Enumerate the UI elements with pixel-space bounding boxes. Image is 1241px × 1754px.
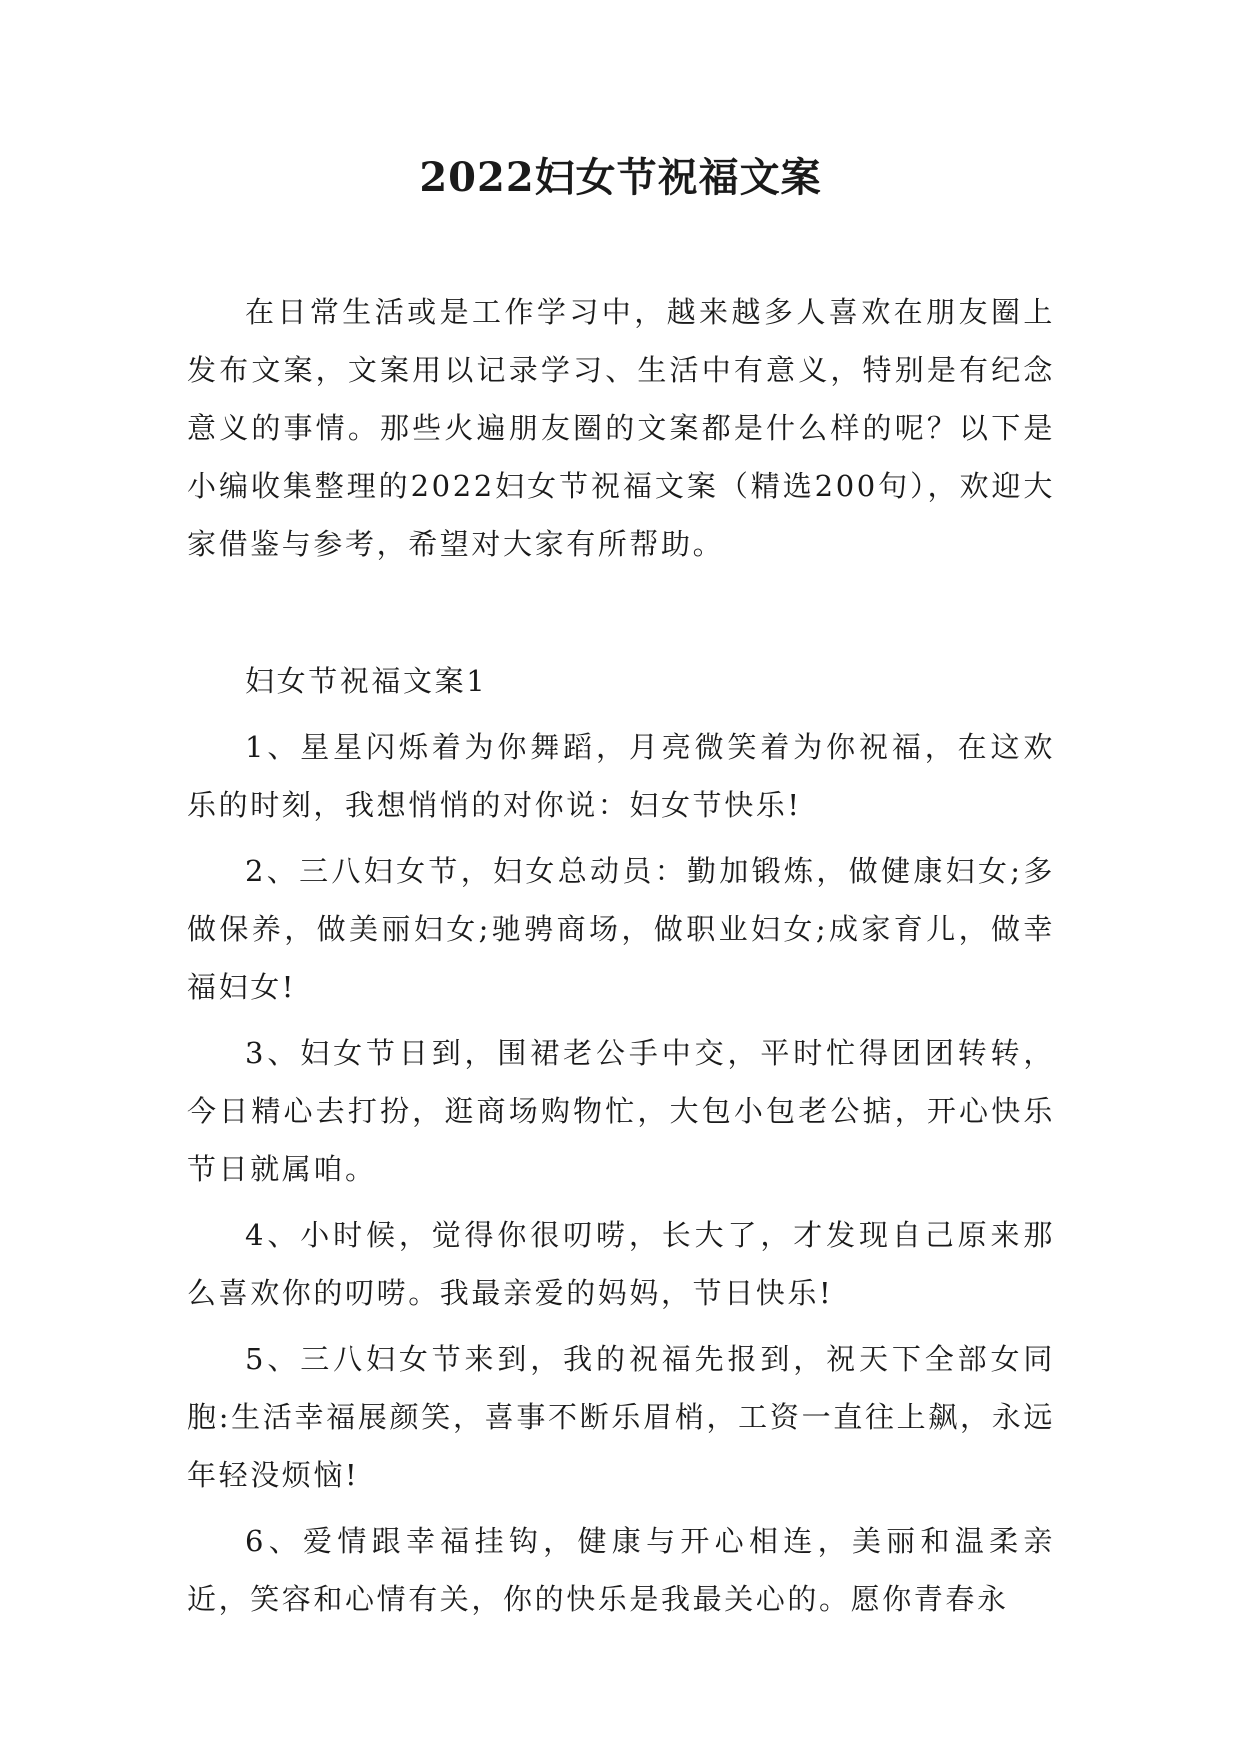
document-title: 2022妇女节祝福文案	[419, 154, 822, 201]
list-item: 2、三八妇女节，妇女总动员：勤加锻炼，做健康妇女;多做保养，做美丽妇女;驰骋商场，做职业妇女;成家育儿，做幸福妇女!	[187, 854, 1055, 1004]
document-body	[187, 283, 1055, 1628]
list-item: 5、三八妇女节来到，我的祝福先报到，祝天下全部女同胞:生活幸福展颜笑，喜事不断乐眉梢，工资一直往上飙，永远年轻没烦恼!	[187, 1342, 1055, 1492]
list-item: 4、小时候，觉得你很叨唠，长大了，才发现自己原来那么喜欢你的叨唠。我最亲爱的妈妈，节日快乐!	[187, 1218, 1055, 1310]
section-heading: 妇女节祝福文案1	[245, 664, 488, 698]
list-item: 6、爱情跟幸福挂钩，健康与开心相连，美丽和温柔亲近，笑容和心情有关，你的快乐是我最关心的。愿你青春永	[187, 1524, 1055, 1616]
intro-paragraph: 在日常生活或是工作学习中，越来越多人喜欢在朋友圈上发布文案，文案用以记录学习、生活中有意义，特别是有纪念意义的事情。那些火遍朋友圈的文案都是什么样的呢？以下是小编收集整理的2022妇女节祝福文案（精选200句），欢迎大家借鉴与参考，希望对大家有所帮助。	[187, 295, 1055, 561]
list-item: 1、星星闪烁着为你舞蹈，月亮微笑着为你祝福，在这欢乐的时刻，我想悄悄的对你说：妇女节快乐!	[187, 730, 1055, 822]
list-item: 3、妇女节日到，围裙老公手中交，平时忙得团团转转，今日精心去打扮，逛商场购物忙，大包小包老公掂，开心快乐节日就属咱。	[187, 1036, 1055, 1186]
